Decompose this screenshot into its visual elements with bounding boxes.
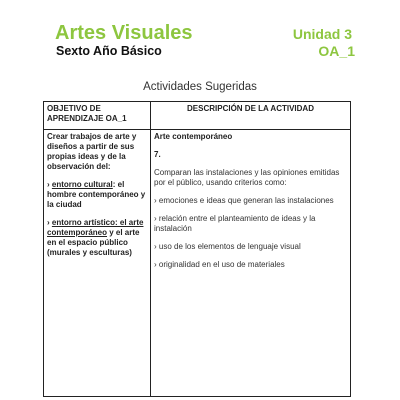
description-column-header: DESCRIPCIÓN DE LA ACTIVIDAD bbox=[151, 102, 351, 130]
objective-item-cultural-rest: : el hombre contemporáneo y la ciudad bbox=[47, 180, 146, 209]
activity-table bbox=[43, 101, 351, 397]
table-row bbox=[44, 130, 351, 397]
objective-item-cultural-term: entorno cultural bbox=[51, 180, 113, 189]
activity-number: 7. bbox=[154, 150, 161, 159]
section-title: Actividades Sugeridas bbox=[143, 81, 257, 93]
objective-item-artistic-rest: y el arte en el espacio público (murales y esculturas) bbox=[47, 228, 140, 257]
description-cell bbox=[151, 130, 351, 397]
oa-label: OA_1 bbox=[318, 43, 355, 59]
objective-column-header: OBJETIVO DE APRENDIZAJE OA_1 bbox=[44, 102, 151, 130]
list-item: › originalidad en el uso de materiales bbox=[154, 260, 285, 269]
unit-label: Unidad 3 bbox=[292, 26, 352, 42]
bullet-marker: › bbox=[47, 218, 52, 227]
objective-item-artistic-term: entorno artístico: el arte contemporáneo bbox=[47, 218, 144, 237]
objective-item-cultural bbox=[47, 180, 147, 210]
document-title: Artes Visuales bbox=[55, 22, 193, 44]
objective-item-artistic bbox=[47, 218, 147, 258]
activity-subheading: Arte contemporáneo bbox=[154, 132, 233, 141]
list-item: › emociones e ideas que generan las instalaciones bbox=[154, 196, 334, 205]
table-header-row bbox=[44, 102, 351, 130]
objective-intro: Crear trabajos de arte y diseños a partir de sus propias ideas y de la observación del: bbox=[47, 132, 137, 171]
list-item: › relación entre el planteamiento de ideas y la instalación bbox=[154, 214, 316, 233]
bullet-marker: › bbox=[47, 180, 52, 189]
objective-cell bbox=[44, 130, 151, 397]
list-item: › uso de los elementos de lenguaje visual bbox=[154, 242, 301, 251]
page-header bbox=[0, 0, 400, 62]
activity-intro: Comparan las instalaciones y las opiniones emitidas por el público, usando criterios como: bbox=[154, 168, 340, 187]
grade-subtitle: Sexto Año Básico bbox=[56, 44, 162, 58]
